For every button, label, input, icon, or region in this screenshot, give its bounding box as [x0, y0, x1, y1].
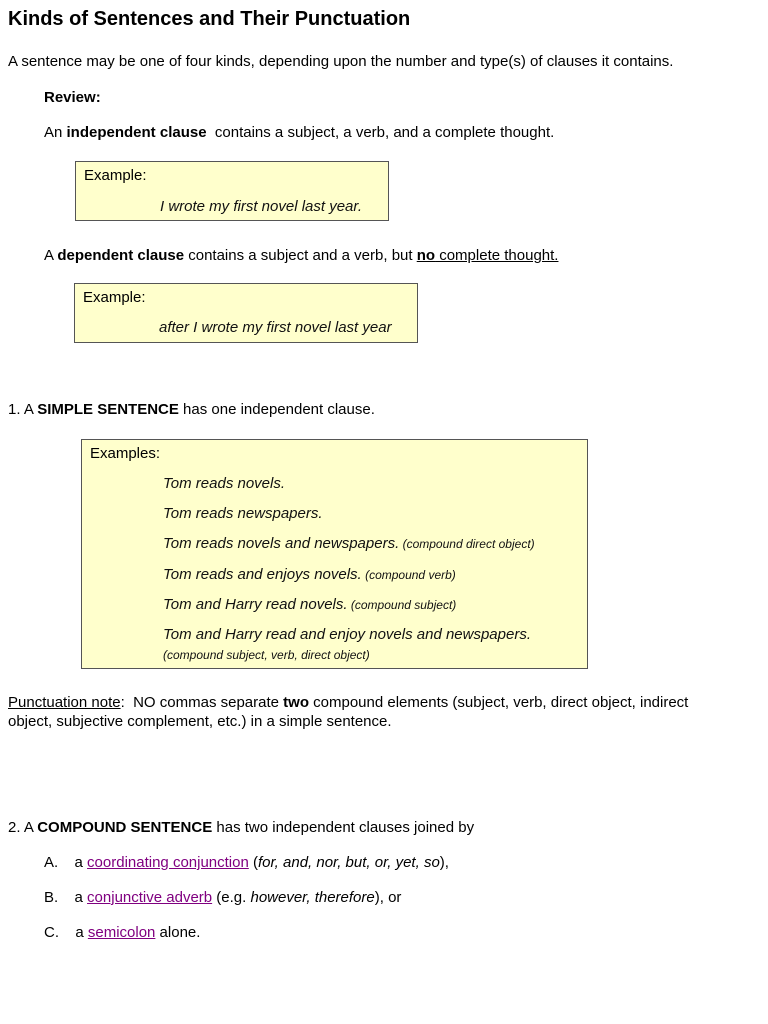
page-title: Kinds of Sentences and Their Punctuation — [8, 8, 411, 30]
examples-label: Examples: — [90, 445, 161, 462]
example-note: (compound verb) — [361, 568, 456, 582]
punctuation-note-line2: object, subjective complement, etc.) in a simple sentence. — [8, 713, 392, 730]
example-note: (compound subject) — [347, 598, 457, 612]
compound-term: COMPOUND SENTENCE — [37, 819, 213, 836]
simple-example: Tom reads novels. — [163, 475, 286, 492]
dependent-pre: A — [44, 247, 58, 264]
compound-post: has two independent clauses joined by — [212, 819, 475, 836]
review-heading: Review: — [44, 89, 101, 106]
dependent-mid: contains a subject and a verb, but — [184, 247, 417, 264]
punctuation-note-bold: two — [283, 694, 309, 711]
simple-sentence-definition — [8, 401, 375, 418]
independent-pre: An — [44, 124, 67, 141]
punctuation-note-text: : NO commas separate — [120, 694, 284, 711]
dependent-term: dependent clause — [57, 247, 185, 264]
independent-example-box — [75, 161, 389, 221]
conjunctive-adverb-link[interactable]: conjunctive adverb — [87, 889, 213, 906]
example-label: Example: — [84, 167, 147, 184]
independent-term: independent clause — [66, 124, 207, 141]
item-pre: a — [75, 924, 88, 941]
item-emph: for, and, nor, but, or, yet, so — [258, 854, 440, 871]
punctuation-note-label: Punctuation note — [8, 694, 121, 711]
independent-post: contains a subject, a verb, and a complete thought. — [206, 124, 555, 141]
item-pre: a — [74, 889, 88, 906]
compound-pre: 2. A — [8, 819, 38, 836]
semicolon-link[interactable]: semicolon — [87, 924, 156, 941]
independent-example: I wrote my first novel last year. — [160, 198, 363, 215]
simple-example: Tom reads novels and newspapers. (compound direct object) — [163, 535, 535, 552]
compound-item-a: A. a coordinating conjunction (for, and, nor, but, or, yet, so), — [44, 854, 449, 871]
simple-example: Tom and Harry read and enjoy novels and newspapers. — [163, 626, 531, 643]
simple-pre: 1. A — [8, 401, 38, 418]
example-label: Example: — [83, 289, 146, 306]
simple-example: Tom and Harry read novels. (compound subject) — [163, 596, 457, 613]
dependent-example: after I wrote my first novel last year — [159, 319, 392, 336]
simple-example: Tom reads and enjoys novels. (compound verb) — [163, 566, 456, 583]
example-note: (compound direct object) — [399, 537, 535, 551]
item-pre: a — [74, 854, 88, 871]
punctuation-note-text: compound elements (subject, verb, direct object, indirect — [308, 694, 689, 711]
list-marker: A. — [44, 854, 59, 871]
dependent-example-box — [74, 283, 418, 343]
intro-text: A sentence may be one of four kinds, depending upon the number and type(s) of clauses it contains. — [8, 53, 674, 70]
dependent-emph: no — [416, 247, 436, 264]
coordinating-conjunction-link[interactable]: coordinating conjunction — [87, 854, 249, 871]
simple-term: SIMPLE SENTENCE — [37, 401, 179, 418]
list-marker: C. — [44, 924, 59, 941]
simple-examples-box — [81, 439, 588, 669]
example-note: (compound subject, verb, direct object) — [163, 648, 370, 662]
compound-item-c: C. a semicolon alone. — [44, 924, 201, 941]
simple-post: has one independent clause. — [178, 401, 375, 418]
independent-clause-definition — [44, 124, 554, 141]
list-marker: B. — [44, 889, 59, 906]
simple-example: Tom reads newspapers. — [163, 505, 323, 522]
dependent-clause-definition — [44, 247, 558, 264]
compound-sentence-definition — [8, 819, 474, 836]
item-emph: however, therefore — [250, 889, 375, 906]
compound-item-b: B. a conjunctive adverb (e.g. however, therefore), or — [44, 889, 402, 906]
punctuation-note — [8, 694, 688, 711]
dependent-emph2: complete thought. — [435, 247, 559, 264]
